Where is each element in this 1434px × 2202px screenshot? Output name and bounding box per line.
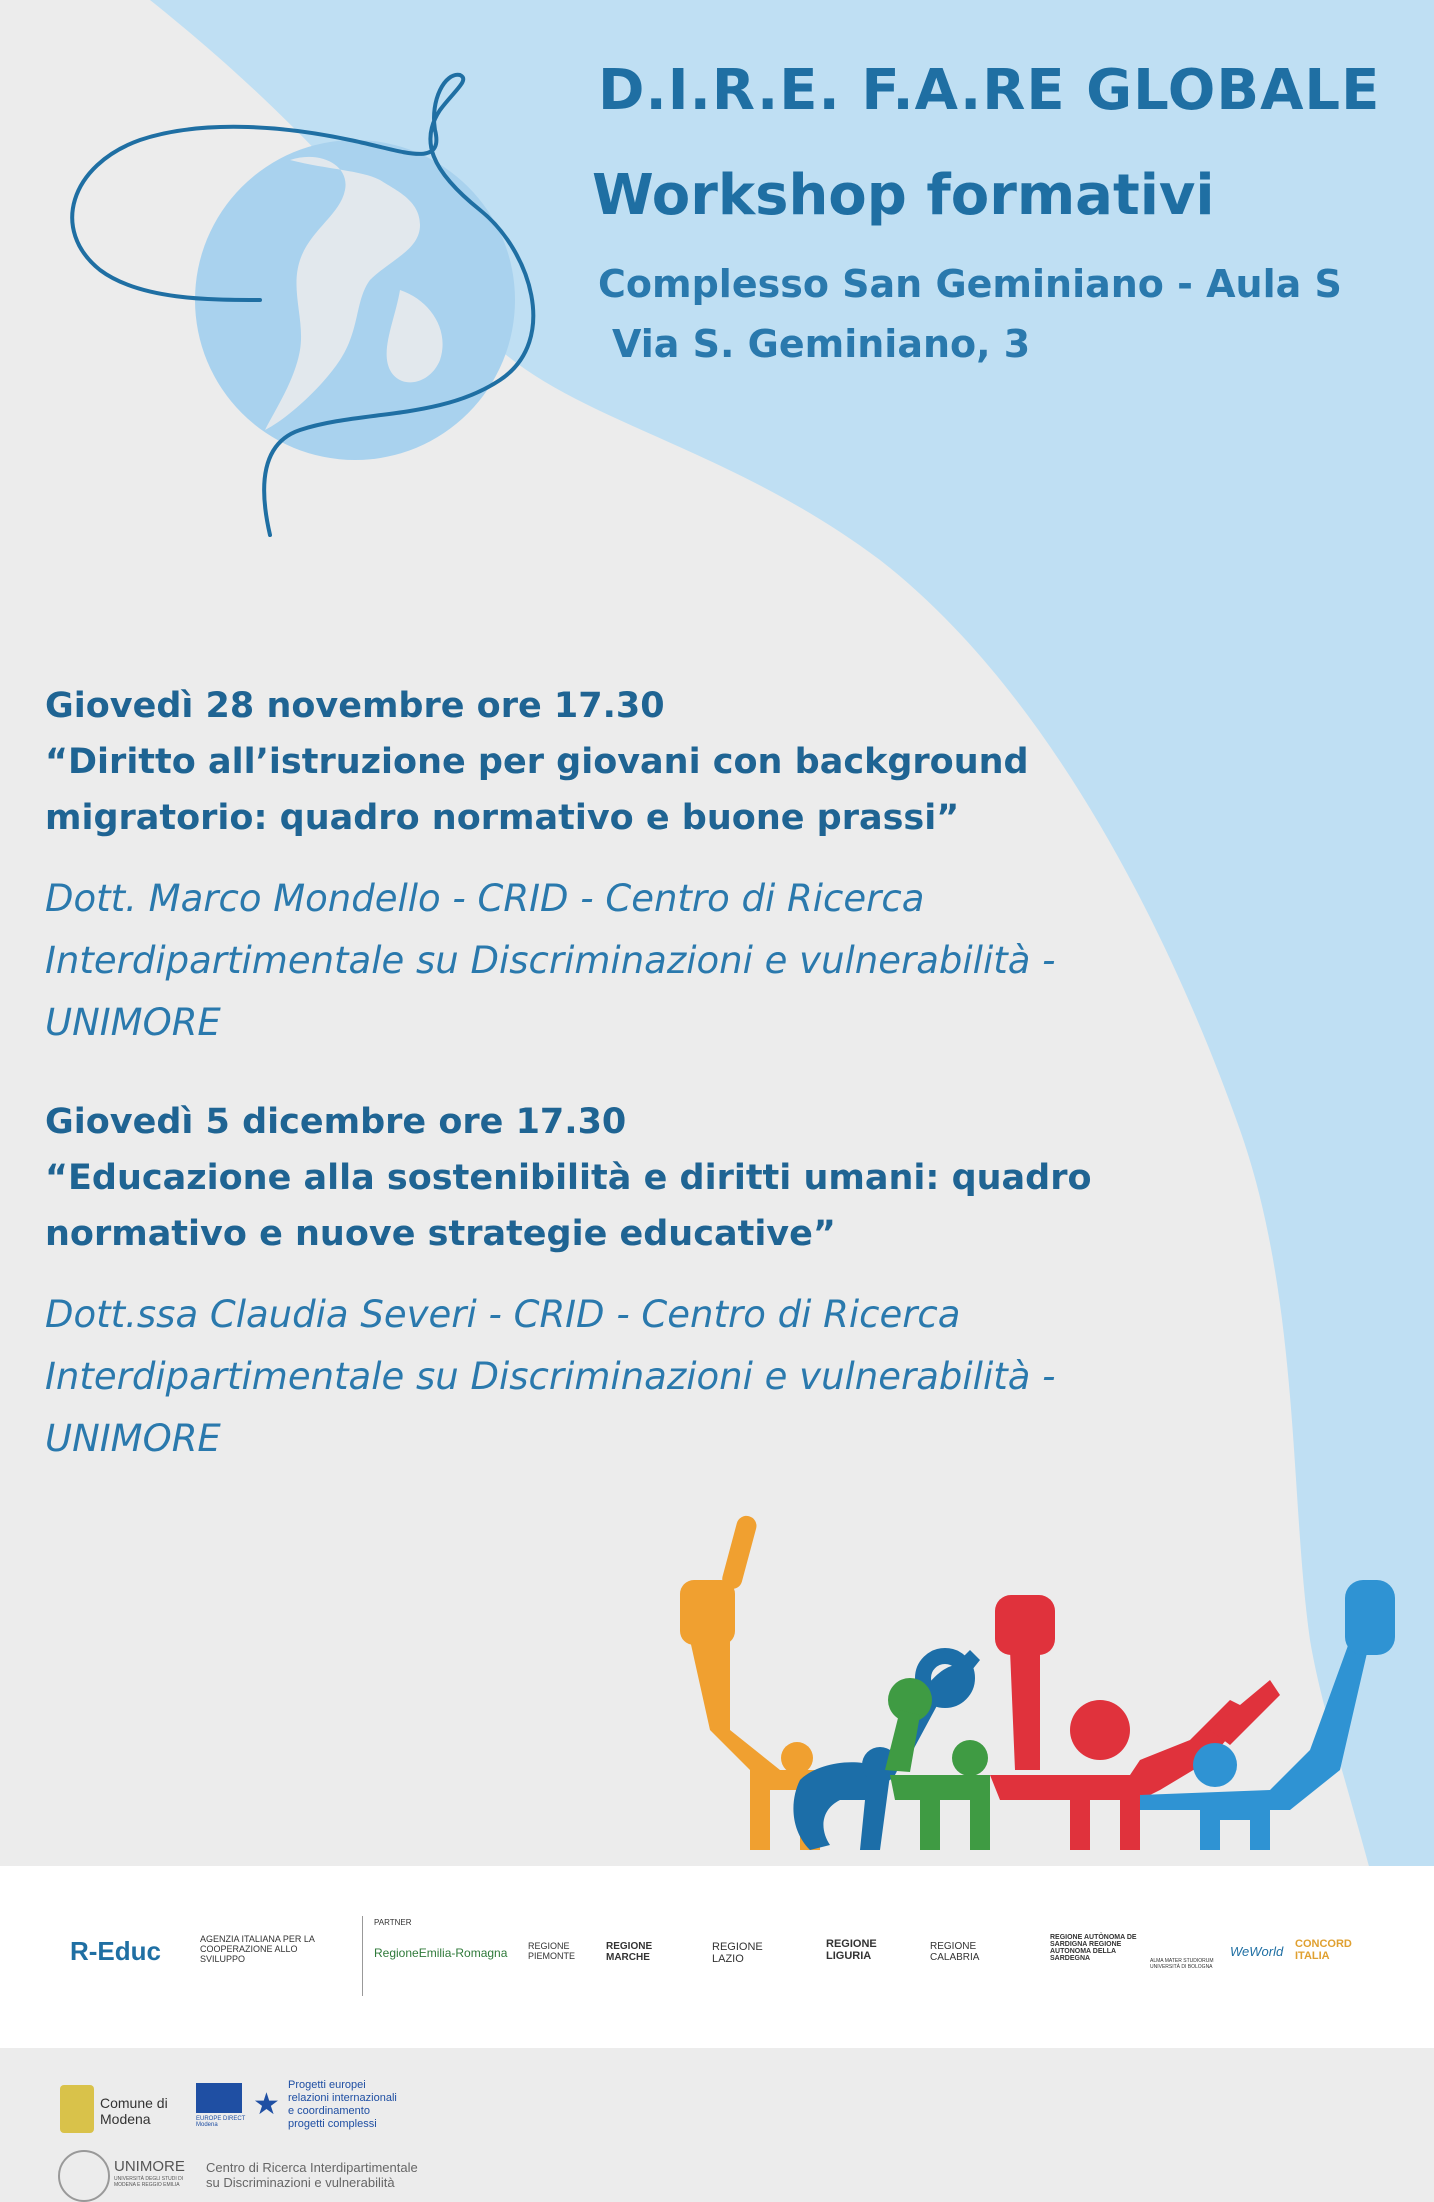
eu-flag-icon bbox=[196, 2083, 242, 2113]
unimore-seal-icon bbox=[58, 2150, 110, 2202]
event-date: Giovedì 28 novembre ore 17.30 bbox=[45, 686, 665, 726]
crid-line: su Discriminazioni e vulnerabilità bbox=[206, 2175, 395, 2190]
aics-logo: AGENZIA ITALIANA PER LA COOPERAZIONE ALLO SVILUPPO bbox=[200, 1934, 315, 1964]
divider bbox=[362, 1916, 363, 1996]
unimore-sub-text: UNIVERSITÀ DEGLI STUDI DI MODENA E REGGIO EMILIA bbox=[114, 2176, 184, 2188]
event-topic-line: migratorio: quadro normativo e buone prassi” bbox=[45, 798, 960, 838]
reduc-logo: R-Educ bbox=[70, 1936, 161, 1966]
address-text: Via S. Geminiano, 3 bbox=[612, 322, 1031, 366]
event-2 bbox=[45, 1094, 1165, 1470]
partner-label: PARTNER bbox=[374, 1918, 412, 1927]
lightblue-figure bbox=[1140, 1580, 1395, 1850]
star-icon: ★ bbox=[253, 2087, 280, 2122]
event-1 bbox=[45, 678, 1165, 1054]
comune-logo bbox=[60, 2085, 94, 2133]
progetti-line: relazioni internazionali bbox=[288, 2092, 397, 2104]
blue-figure bbox=[793, 1650, 980, 1850]
speaker-line: UNIMORE bbox=[45, 1001, 221, 1044]
speaker-line: UNIMORE bbox=[45, 1417, 221, 1460]
event-speaker bbox=[45, 868, 1165, 1054]
crid-line: Centro di Ricerca Interdipartimentale bbox=[206, 2160, 418, 2175]
event-topic-line: “Diritto all’istruzione per giovani con background bbox=[45, 742, 1029, 782]
event-topic-line: normativo e nuove strategie educative” bbox=[45, 1214, 836, 1254]
people-illustration bbox=[670, 1500, 1434, 1875]
progetti-line: Progetti europei bbox=[288, 2079, 366, 2091]
comune-text: Comune di Modena bbox=[100, 2095, 168, 2127]
sardegna-logo: REGIONE AUTÒNOMA DE SARDIGNA REGIONE AUTONOMA DELLA SARDEGNA bbox=[1050, 1934, 1137, 1962]
weworld-logo: WeWorld bbox=[1230, 1944, 1284, 1959]
piemonte-logo: REGIONE PIEMONTE bbox=[528, 1941, 576, 1961]
speaker-line: Dott.ssa Claudia Severi - CRID - Centro di Ricerca bbox=[45, 1293, 961, 1336]
emilia-logo: RegioneEmilia-Romagna bbox=[374, 1946, 508, 1960]
speaker-line: Interdipartimentale su Discriminazioni e vulnerabilità - bbox=[45, 939, 1056, 982]
speaker-line: Dott. Marco Mondello - CRID - Centro di Ricerca bbox=[45, 877, 925, 920]
crid-text bbox=[206, 2160, 418, 2190]
footer-logos bbox=[0, 1866, 1434, 2048]
progetti-line: progetti complessi bbox=[288, 2118, 377, 2130]
poster-title: D.I.R.E. F.A.RE GLOBALE bbox=[598, 58, 1381, 123]
liguria-logo: REGIONE LIGURIA bbox=[826, 1938, 877, 1962]
venue-text: Complesso San Geminiano - Aula S bbox=[598, 262, 1342, 306]
marche-logo: REGIONE MARCHE bbox=[606, 1941, 653, 1963]
event-speaker bbox=[45, 1284, 1165, 1470]
europe-direct-text: EUROPE DIRECT Modena bbox=[196, 2116, 246, 2128]
lazio-logo: REGIONE LAZIO bbox=[712, 1941, 763, 1965]
concord-logo: CONCORD ITALIA bbox=[1295, 1938, 1352, 1962]
progetti-line: e coordinamento bbox=[288, 2105, 370, 2117]
unimore-text: UNIMORE bbox=[114, 2158, 185, 2175]
speaker-line: Interdipartimentale su Discriminazioni e vulnerabilità - bbox=[45, 1355, 1056, 1398]
unibo-logo: ALMA MATER STUDIORUM UNIVERSITÀ DI BOLOGNA bbox=[1150, 1958, 1214, 1970]
event-date: Giovedì 5 dicembre ore 17.30 bbox=[45, 1102, 627, 1142]
event-topic-line: “Educazione alla sostenibilità e diritti umani: quadro bbox=[45, 1158, 1092, 1198]
calabria-logo: REGIONE CALABRIA bbox=[930, 1941, 980, 1963]
poster-subtitle: Workshop formativi bbox=[592, 163, 1215, 228]
progetti-text bbox=[288, 2079, 397, 2131]
